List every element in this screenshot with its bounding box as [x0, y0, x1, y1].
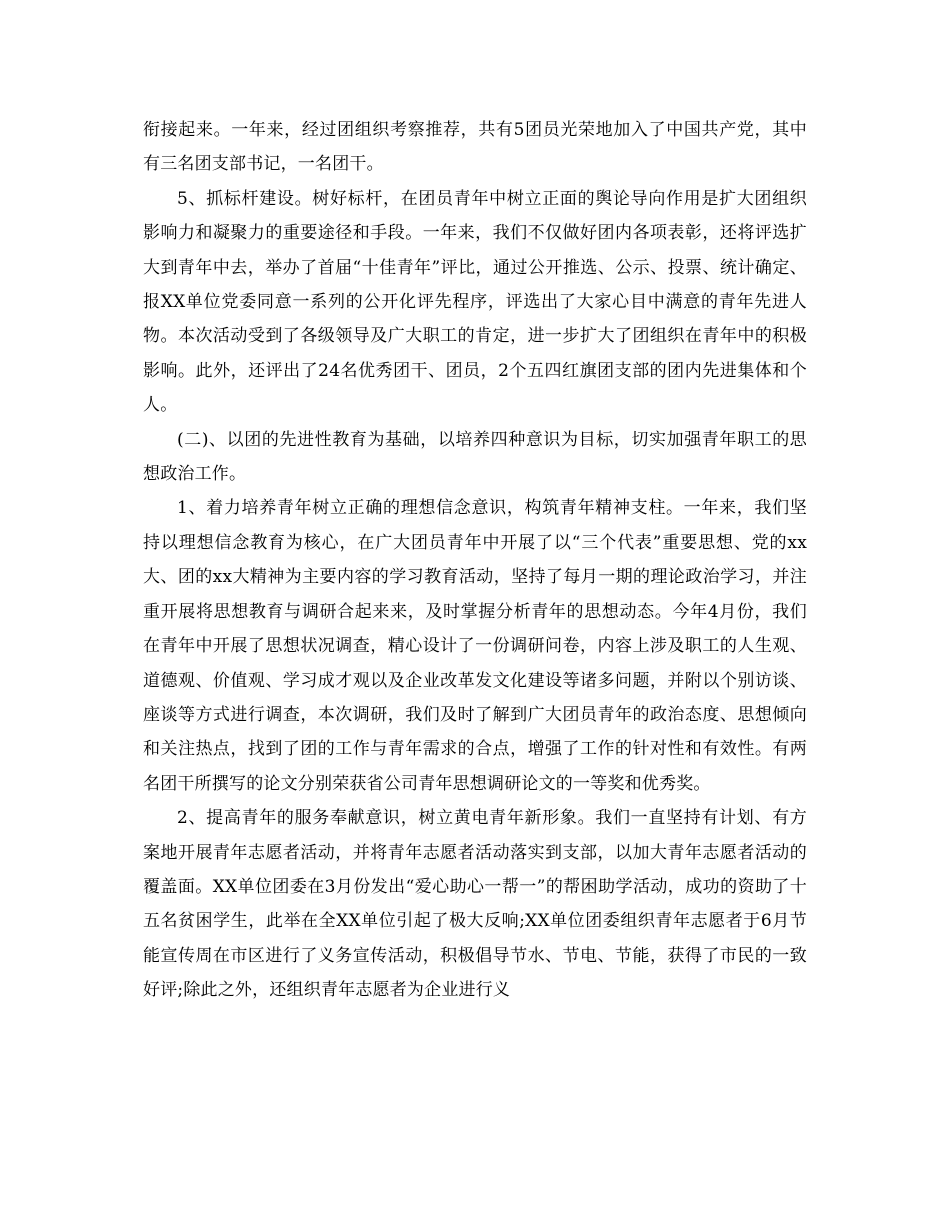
- paragraph-benchmark-building: 5、抓标杆建设。树好标杆，在团员青年中树立正面的舆论导向作用是扩大团组织影响力和凝聚力的重要途径和手段。一年来，我们不仅做好团内各项表彰，还将评选扩大到青年中去，举办了首届“十佳青年”评比，通过公开推选、公示、投票、统计确定、报XX单位党委同意一系列的公开化评先程序，评选出了大家心目中满意的青年先进人物。本次活动受到了各级领导及广大职工的肯定，进一步扩大了团组织在青年中的积极影响。此外，还评出了24名优秀团干、团员，2个五四红旗团支部的团内先进集体和个人。: [143, 188, 807, 416]
- paragraph-continuation: 衔接起来。一年来，经过团组织考察推荐，共有5团员光荣地加入了中国共产党，其中有三名团支部书记，一名团干。: [143, 120, 807, 175]
- paragraph-volunteer-service: 2、提高青年的服务奉献意识，树立黄电青年新形象。我们一直坚持有计划、有方案地开展青年志愿者活动，并将青年志愿者活动落实到支部，以加大青年志愿者活动的覆盖面。XX单位团委在3月份发出“爱心助心一帮一”的帮困助学活动，成功的资助了十五名贫困学生，此举在全XX单位引起了极大反响;XX单位团委组织青年志愿者于6月节能宣传周在市区进行了义务宣传活动，积极倡导节水、节电、节能，获得了市民的一致好评;除此之外，还组织青年志愿者为企业进行义: [143, 808, 807, 1001]
- paragraph-section-two-heading: (二)、以团的先进性教育为基础，以培养四种意识为目标，切实加强青年职工的思想政治工作。: [143, 429, 807, 485]
- document-body: [143, 113, 807, 1008]
- paragraph-ideals-beliefs: 1、着力培养青年树立正确的理想信念意识，构筑青年精神支柱。一年来，我们坚持以理想信念教育为核心，在广大团员青年中开展了以“三个代表”重要思想、党的xx大、团的xx大精神为主要内容的学习教育活动，坚持了每月一期的理论政治学习，并注重开展将思想教育与调研合起来来，及时掌握分析青年的思想动态。今年4月份，我们在青年中开展了思想状况调查，精心设计了一份调研问卷，内容上涉及职工的人生观、道德观、价值观、学习成才观以及企业改革发文化建设等诸多问题，并附以个别访谈、座谈等方式进行调查，本次调研，我们及时了解到广大团员青年的政治态度、思想倾向和关注热点，找到了团的工作与青年需求的合点，增强了工作的针对性和有效性。有两名团干所撰写的论文分别荣获省公司青年思想调研论文的一等奖和优秀奖。: [143, 498, 807, 794]
